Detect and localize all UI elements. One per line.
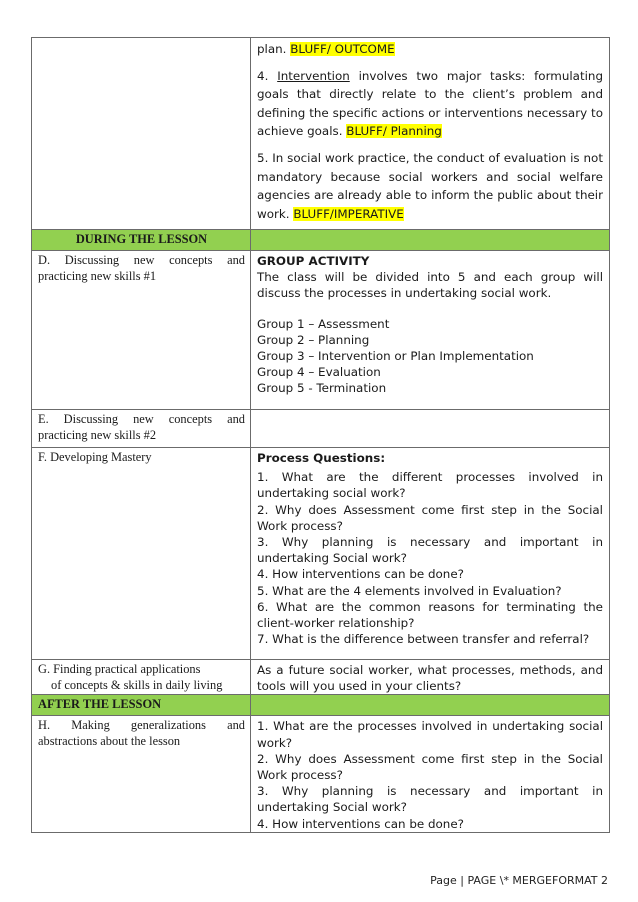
highlight-planning: BLUFF/ Planning (346, 124, 442, 139)
table-row (32, 251, 610, 410)
intervention-term: Intervention (277, 68, 350, 83)
list-item: 4. How interventions can be done? (257, 567, 464, 582)
section-header-row (32, 230, 610, 251)
row-f-label: F. Developing Mastery (38, 450, 152, 464)
group-activity-intro: The class will be divided into 5 and each group will discuss the processes in undertaking social work. (257, 270, 603, 301)
table-row (32, 660, 610, 695)
list-item: 1. What are the different processes involved in undertaking social work? (257, 470, 603, 501)
row-g-label: G. Finding practical applications of concepts & skills in daily living (38, 662, 223, 692)
table-row (32, 716, 610, 832)
item-5: 5. In social work practice, the conduct of evaluation is not mandatory because social workers and social welfare agencies are already able to inform the public about their work. BLUFF/IMPERATIVE (257, 150, 603, 221)
answer-key-cell (251, 38, 610, 230)
table-row (32, 448, 610, 660)
list-item: Group 3 – Intervention or Plan Implementation (257, 349, 534, 364)
after-lesson-header: AFTER THE LESSON (38, 697, 162, 712)
lesson-plan-table (31, 37, 610, 833)
section-header-row (32, 695, 610, 716)
highlight-imperative: BLUFF/IMPERATIVE (293, 206, 404, 221)
list-item: 6. What are the common reasons for terminating the client-worker relationship? (257, 599, 603, 631)
list-item: 7. What is the difference between transfer and referral? (257, 632, 590, 647)
empty-cell (32, 38, 251, 230)
item-3-tail: plan. BLUFF/ OUTCOME (257, 42, 395, 56)
row-g-text: As a future social worker, what processes, methods, and tools will you used in your clients? (257, 663, 603, 694)
row-h-label: H. Making generalizations and abstractions about the lesson (38, 718, 245, 748)
list-item: Group 4 – Evaluation (257, 365, 381, 380)
list-item: 2. Why does Assessment come first step in the Social Work process? (257, 751, 603, 783)
table-row (32, 410, 610, 448)
list-item: Group 5 - Termination (257, 381, 387, 396)
page-footer: Page | PAGE \* MERGEFORMAT 2 (430, 874, 608, 887)
row-d-label: D. Discussing new concepts and practicing new skills #1 (38, 253, 245, 283)
process-questions-title: Process Questions: (257, 451, 386, 465)
table-row (32, 38, 610, 230)
list-item: Group 2 – Planning (257, 332, 370, 347)
during-lesson-header: DURING THE LESSON (75, 232, 208, 246)
row-e-label: E. Discussing new concepts and practicing new skills #2 (38, 412, 245, 442)
highlight-outcome: BLUFF/ OUTCOME (290, 42, 395, 56)
list-item: 2. Why does Assessment come first step in the Social Work process? (257, 502, 603, 533)
list-item: 5. What are the 4 elements involved in Evaluation? (257, 583, 562, 598)
list-item: Group 1 – Assessment (257, 316, 390, 331)
list-item: 4. How interventions can be done? (257, 816, 464, 831)
list-item: 3. Why planning is necessary and important in undertaking Social work? (257, 784, 603, 815)
item-4: 4. Intervention involves two major tasks: formulating goals that directly relate to the client’s problem and defining the specific actions or interventions necessary to achieve goals. BLUFF/ Planning (257, 68, 604, 139)
group-activity-title: GROUP ACTIVITY (257, 254, 370, 268)
list-item: 3. Why planning is necessary and important in undertaking Social work? (257, 535, 603, 566)
list-item: 1. What are the processes involved in undertaking social work? (257, 719, 603, 750)
